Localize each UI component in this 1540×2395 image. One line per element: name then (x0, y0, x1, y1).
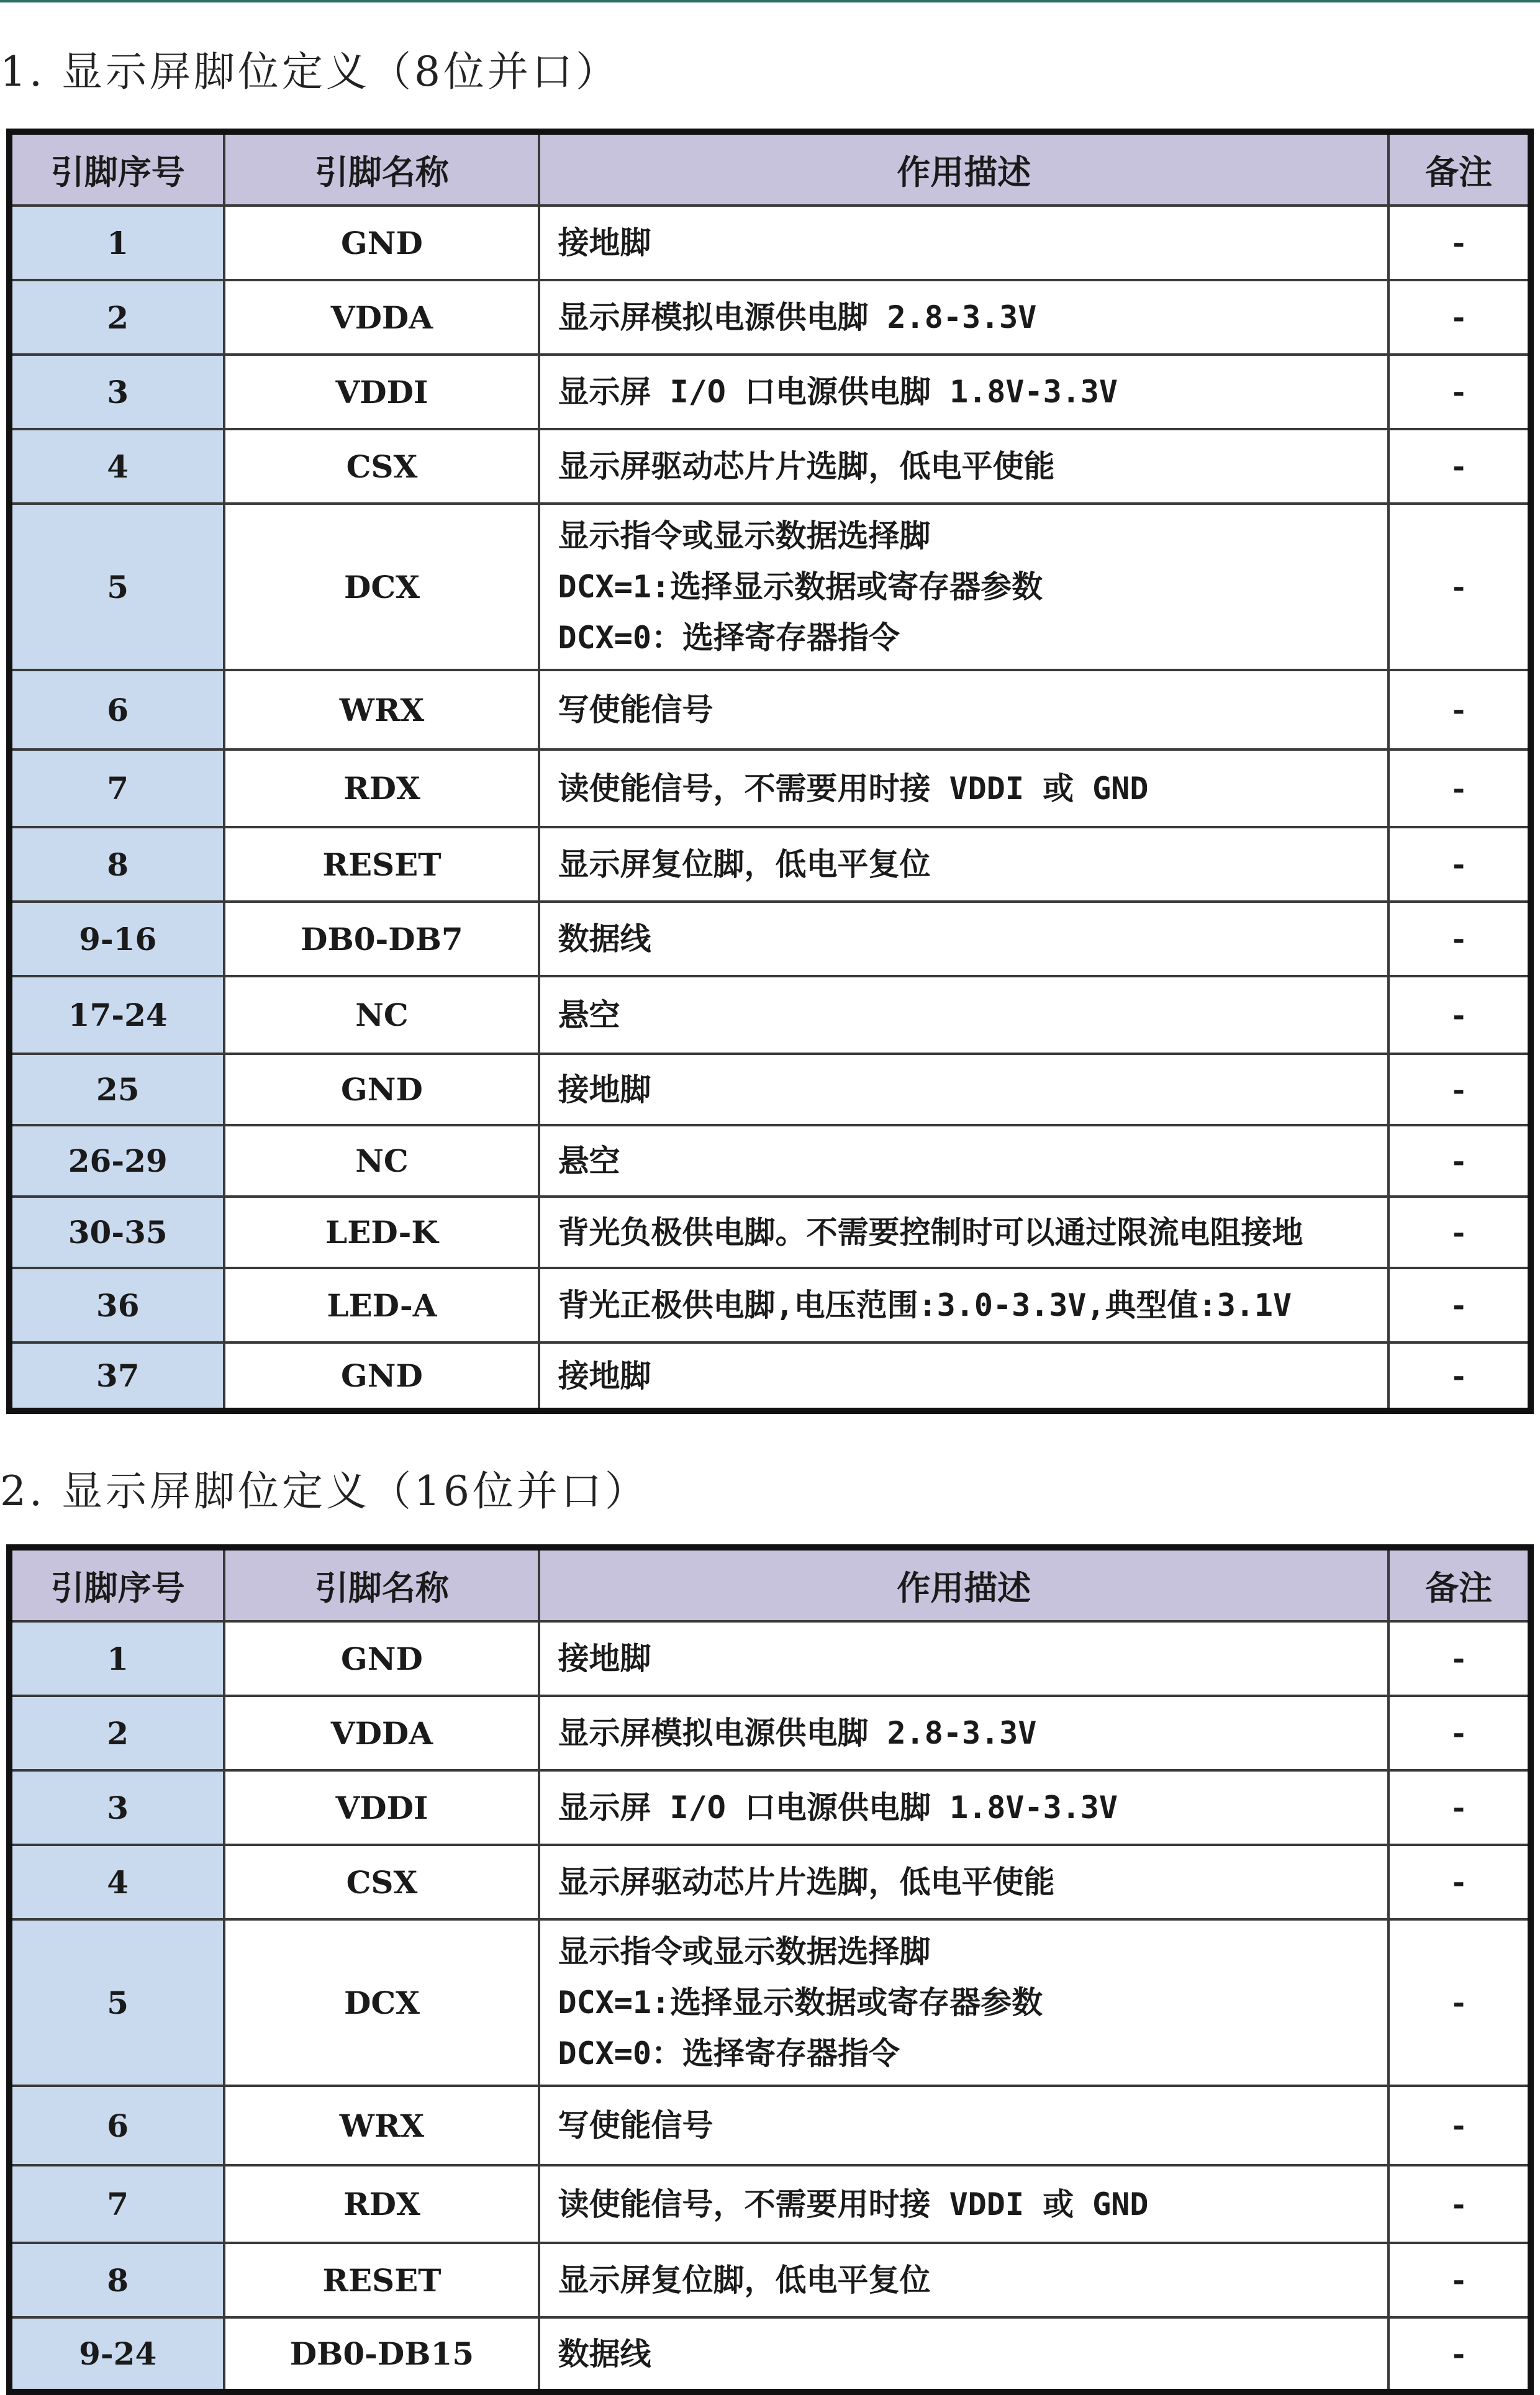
pin-name-cell: NC (224, 1125, 539, 1197)
pin-number-cell: 1 (9, 206, 224, 280)
pin-note-cell: - (1388, 1197, 1531, 1268)
table-row (9, 1919, 1531, 2086)
description-line: 显示屏驱动芯片片选脚，低电平使能 (558, 1864, 1055, 1900)
description-line: 背光正极供电脚,电压范围:3.0-3.3V,典型值:3.1V (558, 1287, 1292, 1323)
pin-name-cell: RDX (224, 749, 539, 827)
description-line: 数据线 (558, 921, 651, 957)
pin-note-cell: - (1388, 976, 1531, 1054)
pin-table-16bit (6, 1544, 1534, 2395)
pin-name-cell: WRX (224, 670, 539, 749)
header-pin-name: 引脚名称 (224, 1547, 539, 1621)
description-line: 显示屏复位脚，低电平复位 (558, 2262, 931, 2298)
description-line: DCX=0：选择寄存器指令 (558, 2035, 900, 2071)
pin-description-cell (539, 2317, 1388, 2392)
table-row (9, 749, 1531, 827)
table-row (9, 670, 1531, 749)
pin-number-cell: 8 (9, 2243, 224, 2317)
pin-number-cell: 4 (9, 429, 224, 504)
pin-name-cell: NC (224, 976, 539, 1054)
pin-number-cell: 37 (9, 1342, 224, 1411)
description-line: 背光负极供电脚。不需要控制时可以通过限流电阻接地 (558, 1214, 1303, 1251)
pin-number-cell: 9-16 (9, 902, 224, 976)
pin-note-cell: - (1388, 2086, 1531, 2165)
pin-description-cell (539, 355, 1388, 429)
table-row (9, 1125, 1531, 1197)
header-description: 作用描述 (539, 1547, 1388, 1621)
pin-number-cell: 2 (9, 1696, 224, 1770)
pin-note-cell: - (1388, 2165, 1531, 2243)
pin-description-cell (539, 1696, 1388, 1770)
description-line: DCX=1:选择显示数据或寄存器参数 (558, 1985, 1043, 2021)
pin-name-cell: CSX (224, 429, 539, 504)
header-description: 作用描述 (539, 132, 1388, 206)
pin-name-cell: VDDA (224, 1696, 539, 1770)
pin-name-cell: GND (224, 1342, 539, 1411)
pin-note-cell: - (1388, 504, 1531, 670)
pin-note-cell: - (1388, 429, 1531, 504)
description-line: 显示屏 I/O 口电源供电脚 1.8V-3.3V (558, 1790, 1118, 1826)
pin-description-cell (539, 280, 1388, 355)
header-pin-name: 引脚名称 (224, 132, 539, 206)
description-line: 显示指令或显示数据选择脚 (558, 1934, 931, 1970)
pin-note-cell: - (1388, 1342, 1531, 1411)
table-row (9, 1621, 1531, 1696)
pin-name-cell: DB0-DB15 (224, 2317, 539, 2392)
pin-number-cell: 3 (9, 355, 224, 429)
pin-note-cell: - (1388, 1125, 1531, 1197)
pin-number-cell: 30-35 (9, 1197, 224, 1268)
pin-name-cell: GND (224, 1621, 539, 1696)
pin-note-cell: - (1388, 1054, 1531, 1125)
table-row (9, 429, 1531, 504)
description-line: 显示屏驱动芯片片选脚，低电平使能 (558, 448, 1055, 484)
pin-table-8bit (6, 129, 1534, 1414)
table-row (9, 1268, 1531, 1342)
pin-description-cell (539, 902, 1388, 976)
pin-number-cell: 25 (9, 1054, 224, 1125)
pin-number-cell: 26-29 (9, 1125, 224, 1197)
pin-note-cell: - (1388, 1919, 1531, 2086)
table-row (9, 1845, 1531, 1919)
pin-note-cell: - (1388, 355, 1531, 429)
description-line: 接地脚 (558, 1641, 651, 1677)
description-line: 接地脚 (558, 225, 651, 261)
table-row (9, 355, 1531, 429)
description-line: 读使能信号，不需要用时接 VDDI 或 GND (558, 770, 1149, 807)
header-note: 备注 (1388, 132, 1531, 206)
pin-name-cell: DB0-DB7 (224, 902, 539, 976)
pin-description-cell (539, 1621, 1388, 1696)
pin-number-cell: 1 (9, 1621, 224, 1696)
pin-description-cell (539, 976, 1388, 1054)
pin-name-cell: VDDI (224, 355, 539, 429)
pin-number-cell: 8 (9, 827, 224, 902)
description-line: 显示指令或显示数据选择脚 (558, 518, 931, 554)
description-line: 接地脚 (558, 1357, 651, 1394)
description-line: DCX=1:选择显示数据或寄存器参数 (558, 569, 1043, 605)
pin-description-cell (539, 2243, 1388, 2317)
pin-name-cell: VDDA (224, 280, 539, 355)
pin-description-cell (539, 1845, 1388, 1919)
pin-number-cell: 17-24 (9, 976, 224, 1054)
pin-number-cell: 7 (9, 2165, 224, 2243)
pin-number-cell: 4 (9, 1845, 224, 1919)
pin-name-cell: LED-A (224, 1268, 539, 1342)
pin-number-cell: 5 (9, 504, 224, 670)
pin-description-cell (539, 670, 1388, 749)
table-row (9, 1342, 1531, 1411)
pin-number-cell: 3 (9, 1770, 224, 1845)
pin-description-cell (539, 1919, 1388, 2086)
pin-description-cell (539, 2165, 1388, 2243)
pin-description-cell (539, 206, 1388, 280)
top-divider-line (0, 0, 1540, 2)
pin-name-cell: WRX (224, 2086, 539, 2165)
table-row (9, 1696, 1531, 1770)
table-row (9, 902, 1531, 976)
pin-name-cell: RESET (224, 2243, 539, 2317)
table-row (9, 2165, 1531, 2243)
pin-description-cell (539, 1054, 1388, 1125)
pin-note-cell: - (1388, 2243, 1531, 2317)
pin-number-cell: 6 (9, 2086, 224, 2165)
description-line: 显示屏模拟电源供电脚 2.8-3.3V (558, 1715, 1037, 1751)
table-header-row (9, 1547, 1531, 1621)
header-pin-number: 引脚序号 (9, 132, 224, 206)
table-row (9, 2243, 1531, 2317)
pin-name-cell: DCX (224, 504, 539, 670)
table-header-row (9, 132, 1531, 206)
pin-note-cell: - (1388, 280, 1531, 355)
description-line: 显示屏复位脚，低电平复位 (558, 846, 931, 882)
pin-note-cell: - (1388, 206, 1531, 280)
description-line: 显示屏 I/O 口电源供电脚 1.8V-3.3V (558, 374, 1118, 410)
pin-description-cell (539, 1125, 1388, 1197)
pin-note-cell: - (1388, 1845, 1531, 1919)
pin-number-cell: 9-24 (9, 2317, 224, 2392)
pin-name-cell: GND (224, 1054, 539, 1125)
table-row (9, 2317, 1531, 2392)
pin-name-cell: GND (224, 206, 539, 280)
pin-name-cell: RESET (224, 827, 539, 902)
table-row (9, 1054, 1531, 1125)
table-row (9, 827, 1531, 902)
description-line: 数据线 (558, 2335, 651, 2372)
pin-name-cell: LED-K (224, 1197, 539, 1268)
description-line: 显示屏模拟电源供电脚 2.8-3.3V (558, 299, 1037, 335)
pin-description-cell (539, 749, 1388, 827)
pin-description-cell (539, 504, 1388, 670)
table-row (9, 976, 1531, 1054)
pin-name-cell: DCX (224, 1919, 539, 2086)
pin-description-cell (539, 429, 1388, 504)
description-line: 悬空 (558, 997, 620, 1033)
table-row (9, 504, 1531, 670)
pin-number-cell: 2 (9, 280, 224, 355)
section-1-title: 1. 显示屏脚位定义（8位并口） (0, 48, 620, 96)
pin-number-cell: 36 (9, 1268, 224, 1342)
pin-name-cell: VDDI (224, 1770, 539, 1845)
description-line: 读使能信号，不需要用时接 VDDI 或 GND (558, 2186, 1149, 2222)
table-row (9, 206, 1531, 280)
section-2-title: 2. 显示屏脚位定义（16位并口） (0, 1467, 649, 1515)
table-row (9, 280, 1531, 355)
pin-name-cell: CSX (224, 1845, 539, 1919)
pin-description-cell (539, 827, 1388, 902)
pin-note-cell: - (1388, 1770, 1531, 1845)
pin-description-cell (539, 1342, 1388, 1411)
pin-number-cell: 6 (9, 670, 224, 749)
pin-note-cell: - (1388, 1696, 1531, 1770)
description-line: 接地脚 (558, 1071, 651, 1108)
pin-note-cell: - (1388, 902, 1531, 976)
table-row (9, 2086, 1531, 2165)
description-line: 写使能信号 (558, 692, 713, 728)
pin-description-cell (539, 1770, 1388, 1845)
header-note: 备注 (1388, 1547, 1531, 1621)
table-row (9, 1770, 1531, 1845)
pin-note-cell: - (1388, 1268, 1531, 1342)
description-line: 写使能信号 (558, 2108, 713, 2144)
pin-note-cell: - (1388, 1621, 1531, 1696)
pin-name-cell: RDX (224, 2165, 539, 2243)
pin-note-cell: - (1388, 2317, 1531, 2392)
description-line: DCX=0：选择寄存器指令 (558, 620, 900, 656)
pin-note-cell: - (1388, 670, 1531, 749)
pin-description-cell (539, 1268, 1388, 1342)
header-pin-number: 引脚序号 (9, 1547, 224, 1621)
pin-number-cell: 5 (9, 1919, 224, 2086)
table-row (9, 1197, 1531, 1268)
pin-note-cell: - (1388, 749, 1531, 827)
pin-description-cell (539, 2086, 1388, 2165)
pin-number-cell: 7 (9, 749, 224, 827)
description-line: 悬空 (558, 1143, 620, 1179)
pin-description-cell (539, 1197, 1388, 1268)
pin-note-cell: - (1388, 827, 1531, 902)
